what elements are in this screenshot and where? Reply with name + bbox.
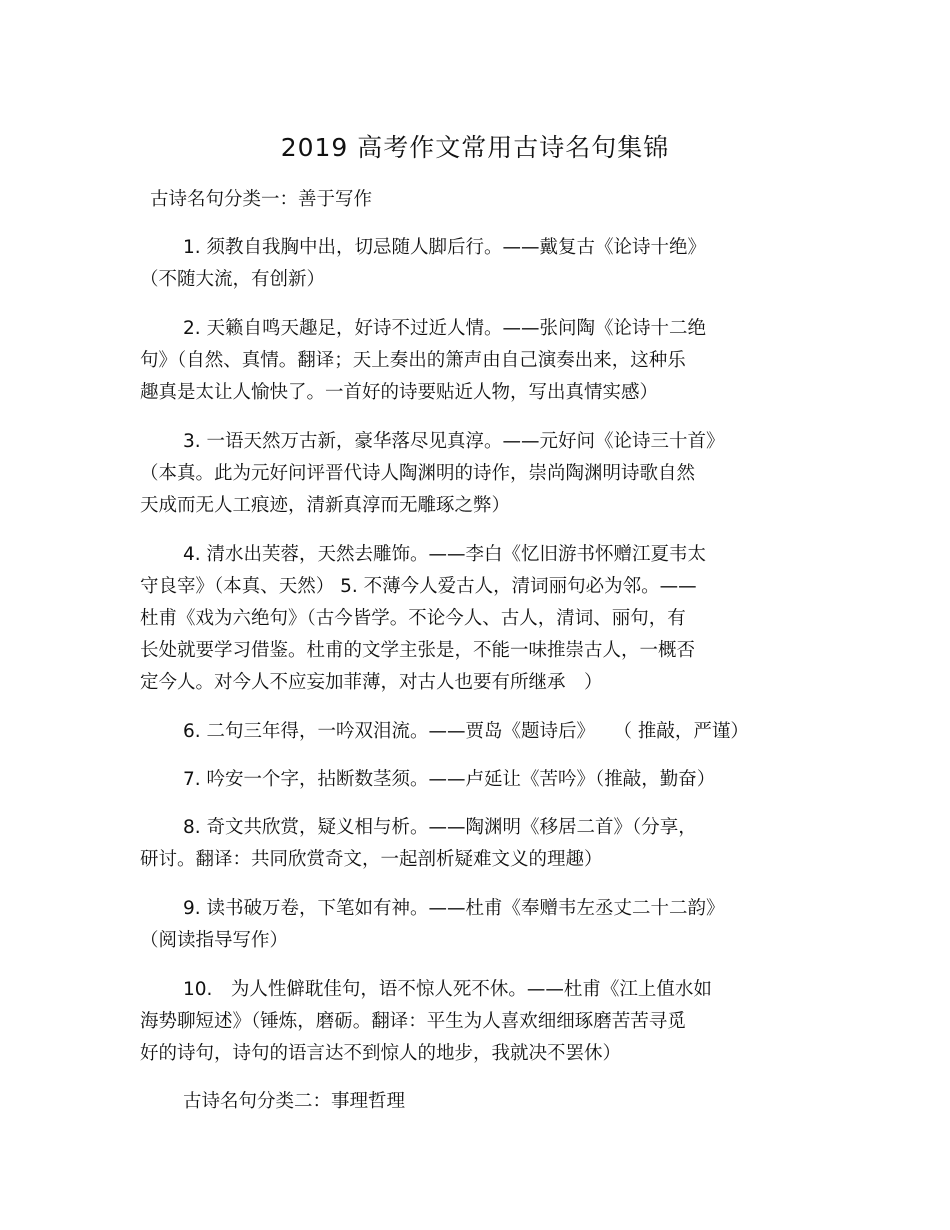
text-line: 好的诗句，诗句的语言达不到惊人的地步，我就决不罢休） bbox=[140, 1043, 622, 1064]
text-line: （本真。此为元好问评晋代诗人陶渊明的诗作，崇尚陶渊明诗歌自然 bbox=[140, 463, 696, 484]
text-line: 定今人。对今人不应妄加菲薄，对古人也要有所继承 ） bbox=[140, 672, 603, 693]
text-line: 研讨。翻译：共同欣赏奇文，一起剖析疑难文义的理趣） bbox=[140, 849, 603, 870]
text-line: 7. 吟安一个字，拈断数茎须。——卢延让《苦吟》（推敲，勤奋） bbox=[183, 769, 716, 790]
text-line: 8. 奇文共欣赏，疑义相与析。——陶渊明《移居二首》（分享， bbox=[183, 817, 697, 838]
section-heading-2: 古诗名句分类二：事理哲理 bbox=[183, 1091, 406, 1112]
text-line: 趣真是太让人愉快了。一首好的诗要贴近人物，写出真情实感） bbox=[140, 382, 659, 403]
text-line: （不随大流，有创新） bbox=[140, 269, 326, 290]
text-line: 6. 二句三年得，一吟双泪流。——贾岛《题诗后》 （ 推敲，严谨） bbox=[183, 721, 749, 742]
text-line: 2. 天籁自鸣天趣足，好诗不过近人情。——张问陶《论诗十二绝 bbox=[183, 318, 707, 339]
text-line: 9. 读书破万卷，下笔如有神。——杜甫《奉赠韦左丞丈二十二韵》 bbox=[183, 898, 725, 919]
text-line: 天成而无人工痕迹，清新真淳而无雕琢之弊） bbox=[140, 495, 511, 516]
text-line: （阅读指导写作） bbox=[140, 930, 289, 951]
text-line: 10. 为人性僻耽佳句，语不惊人死不休。——杜甫《江上值水如 bbox=[183, 979, 712, 1000]
text-line: 1. 须教自我胸中出，切忌随人脚后行。——戴复古《论诗十绝》 bbox=[183, 237, 707, 258]
text-line: 长处就要学习借鉴。杜甫的文学主张是，不能一味推崇古人，一概否 bbox=[140, 640, 696, 661]
text-line: 4. 清水出芙蓉，天然去雕饰。——李白《忆旧游书怀赠江夏韦太 bbox=[183, 544, 707, 565]
document-title: 2019 高考作文常用古诗名句集锦 bbox=[280, 133, 670, 162]
text-line: 句》（自然、真情。翻译；天上奏出的箫声由自己演奏出来，这种乐 bbox=[140, 350, 686, 371]
text-line: 守良宰》（本真、天然） 5. 不薄今人爱古人，清词丽句必为邻。—— bbox=[140, 576, 697, 597]
text-line: 3. 一语天然万古新，豪华落尽见真淳。——元好问《论诗三十首》 bbox=[183, 431, 725, 452]
text-line: 杜甫《戏为六绝句》（古今皆学。不论今人、古人，清词、丽句，有 bbox=[140, 608, 686, 629]
section-heading-1: 古诗名句分类一：善于写作 bbox=[150, 189, 373, 210]
text-line: 海势聊短述》（锤炼，磨砺。翻译：平生为人喜欢细细琢磨苦苦寻觅 bbox=[140, 1011, 686, 1032]
